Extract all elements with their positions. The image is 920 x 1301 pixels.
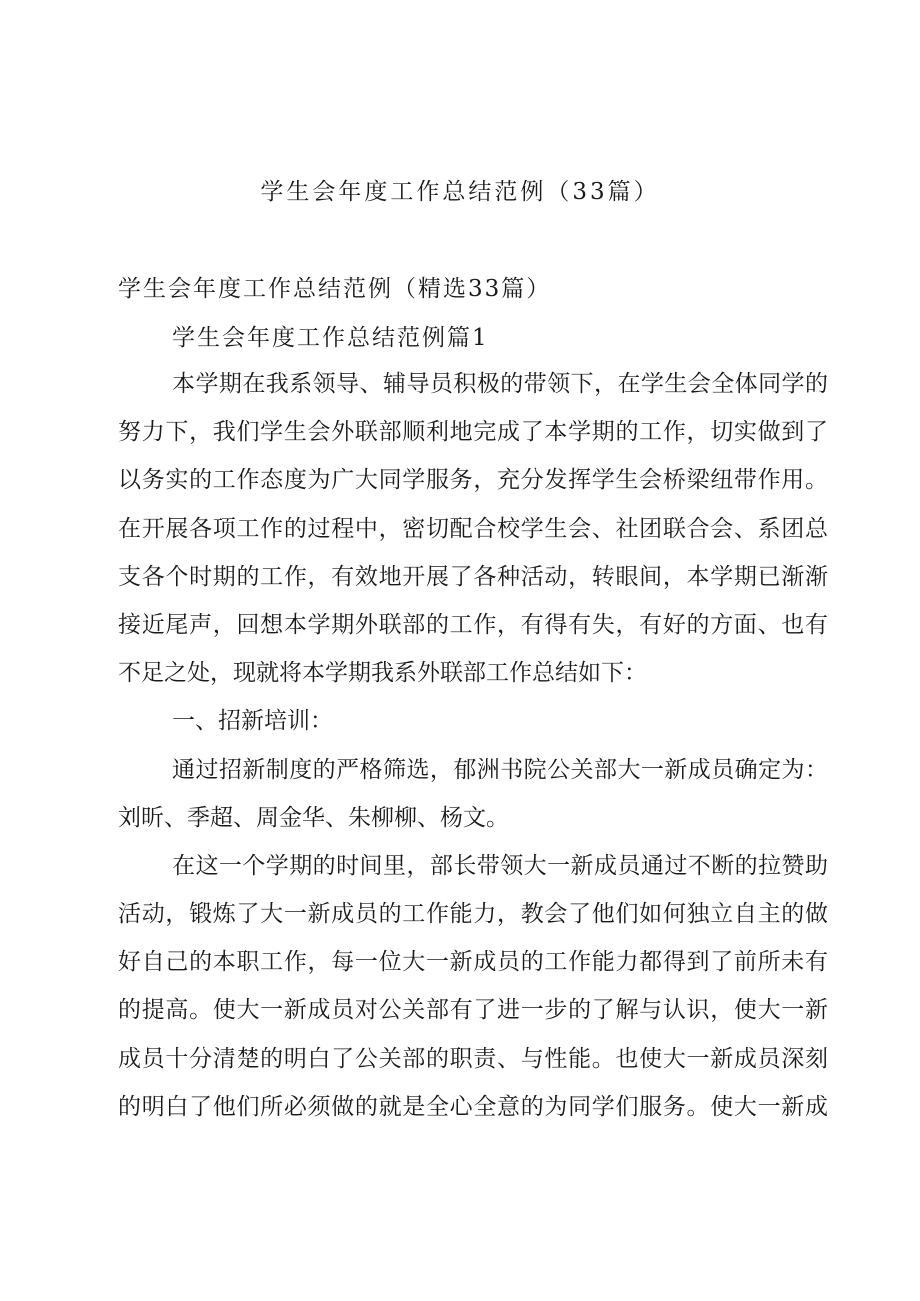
document-title: 学生会年度工作总结范例（33篇）: [260, 179, 660, 205]
body-line: 在开展各项工作的过程中，密切配合校学生会、社团联合会、系团总: [118, 515, 828, 542]
body-line: 不足之处，现就将本学期我系外联部工作总结如下：: [118, 660, 647, 687]
body-line: 活动，锻炼了大一新成员的工作能力，教会了他们如何独立自主的做: [118, 901, 828, 928]
body-line: 刘昕、季超、周金华、朱柳柳、杨文。: [118, 804, 509, 831]
body-line: 本学期在我系领导、辅导员积极的带领下，在学生会全体同学的: [172, 371, 828, 397]
body-line: 接近尾声，回想本学期外联部的工作，有得有失，有好的方面、也有: [118, 611, 828, 638]
body-line: 支各个时期的工作，有效地开展了各种活动，转眼间，本学期已渐渐: [118, 563, 828, 590]
document-body: [118, 366, 828, 1137]
body-line: 通过招新制度的严格筛选，郁洲书院公关部大一新成员确定为：: [172, 756, 828, 783]
body-line: 以务实的工作态度为广大同学服务，充分发挥学生会桥梁纽带作用。: [118, 467, 828, 494]
section-heading: 学生会年度工作总结范例篇1: [172, 325, 489, 351]
body-line: 在这一个学期的时间里，部长带领大一新成员通过不断的拉赞助: [172, 852, 828, 879]
body-line: 的提高。使大一新成员对公关部有了进一步的了解与认识，使大一新: [118, 997, 828, 1024]
body-line: 的明白了他们所必须做的就是全心全意的为同学们服务。使大一新成: [118, 1093, 828, 1120]
body-line: 努力下，我们学生会外联部顺利地完成了本学期的工作，切实做到了: [118, 419, 828, 446]
list-heading: 一、招新培训：: [172, 708, 333, 735]
document-subtitle: 学生会年度工作总结范例（精选33篇）: [118, 276, 552, 302]
body-line: 成员十分清楚的明白了公关部的职责、与性能。也使大一新成员深刻: [118, 1045, 828, 1072]
body-line: 好自己的本职工作，每一位大一新成员的工作能力都得到了前所未有: [118, 949, 828, 976]
